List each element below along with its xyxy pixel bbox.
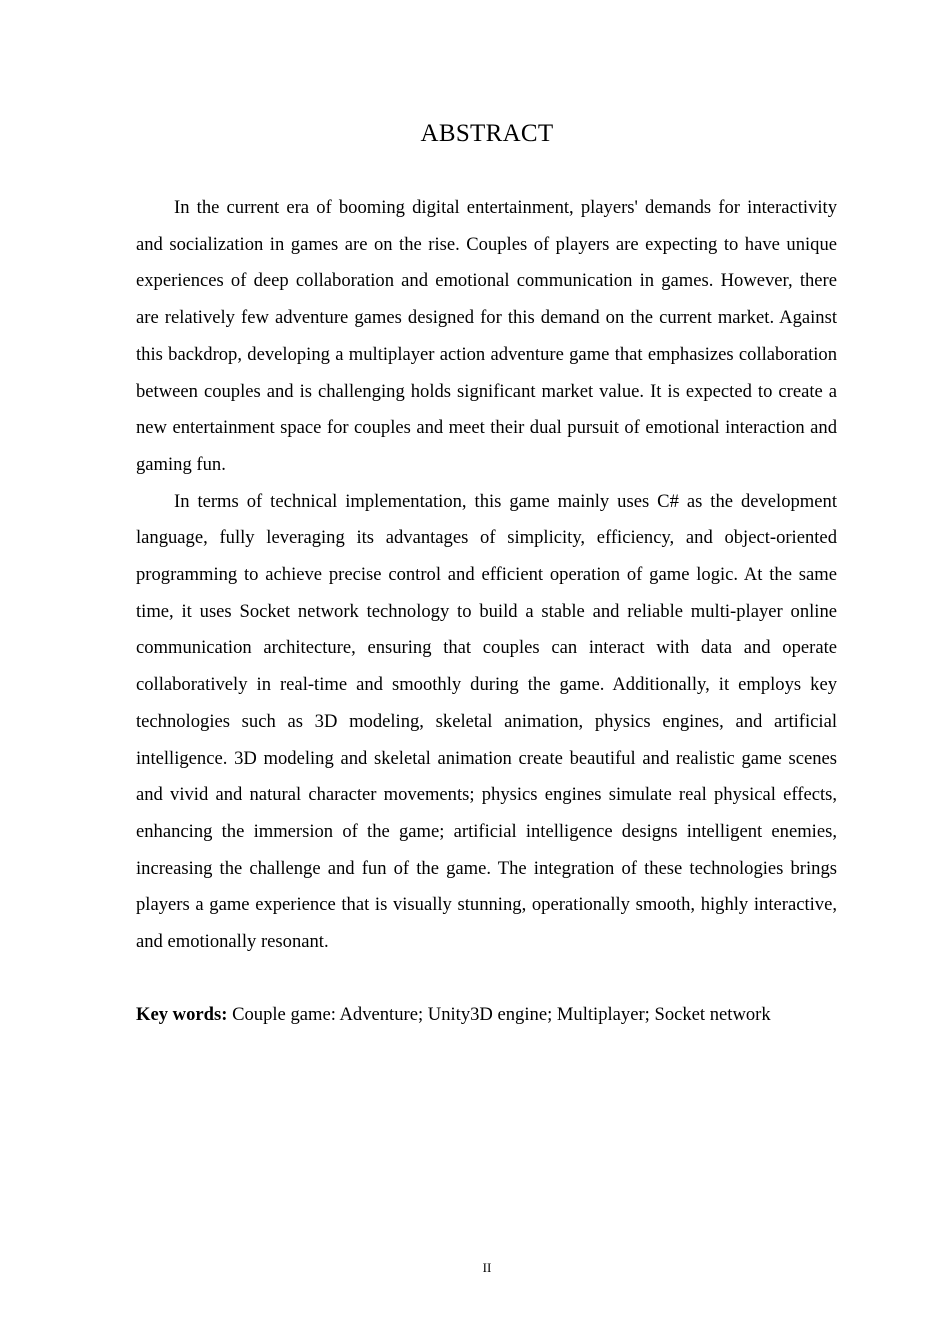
- abstract-paragraph-1: In the current era of booming digital entertainment, players' demands for interactivity and socialization in games are on the rise. Couples of players are expecting to have unique experiences of deep collaboration and emotional communication in games. However, there are relatively few adventure games designed for this demand on the current market. Against this backdrop, developing a multiplayer action adventure game that emphasizes collaboration between couples and is challenging holds significant market value. It is expected to create a new entertainment space for couples and meet their dual pursuit of emotional interaction and gaming fun.: [136, 197, 837, 475]
- keywords-line: [136, 997, 837, 1034]
- abstract-body: [136, 190, 837, 961]
- keywords-label: Key words:: [136, 1004, 228, 1025]
- page-number: II: [482, 1260, 492, 1275]
- keywords-text: Couple game: Adventure; Unity3D engine; Multiplayer; Socket network: [232, 1004, 771, 1025]
- abstract-title: ABSTRACT: [420, 120, 554, 147]
- abstract-paragraph-2: In terms of technical implementation, this game mainly uses C# as the development language, fully leveraging its advantages of simplicity, efficiency, and object-oriented programming to achieve precise control and efficient operation of game logic. At the same time, it uses Socket network technology to build a stable and reliable multi-player online communication architecture, ensuring that couples can interact with data and operate collaboratively in real-time and smoothly during the game. Additionally, it employs key technologies such as 3D modeling, skeletal animation, physics engines, and artificial intelligence. 3D modeling and skeletal animation create beautiful and realistic game scenes and vivid and natural character movements; physics engines simulate real physical effects, enhancing the immersion of the game; artificial intelligence designs intelligent enemies, increasing the challenge and fun of the game. The integration of these technologies brings players a game experience that is visually stunning, operationally smooth, highly interactive, and emotionally resonant.: [136, 490, 837, 953]
